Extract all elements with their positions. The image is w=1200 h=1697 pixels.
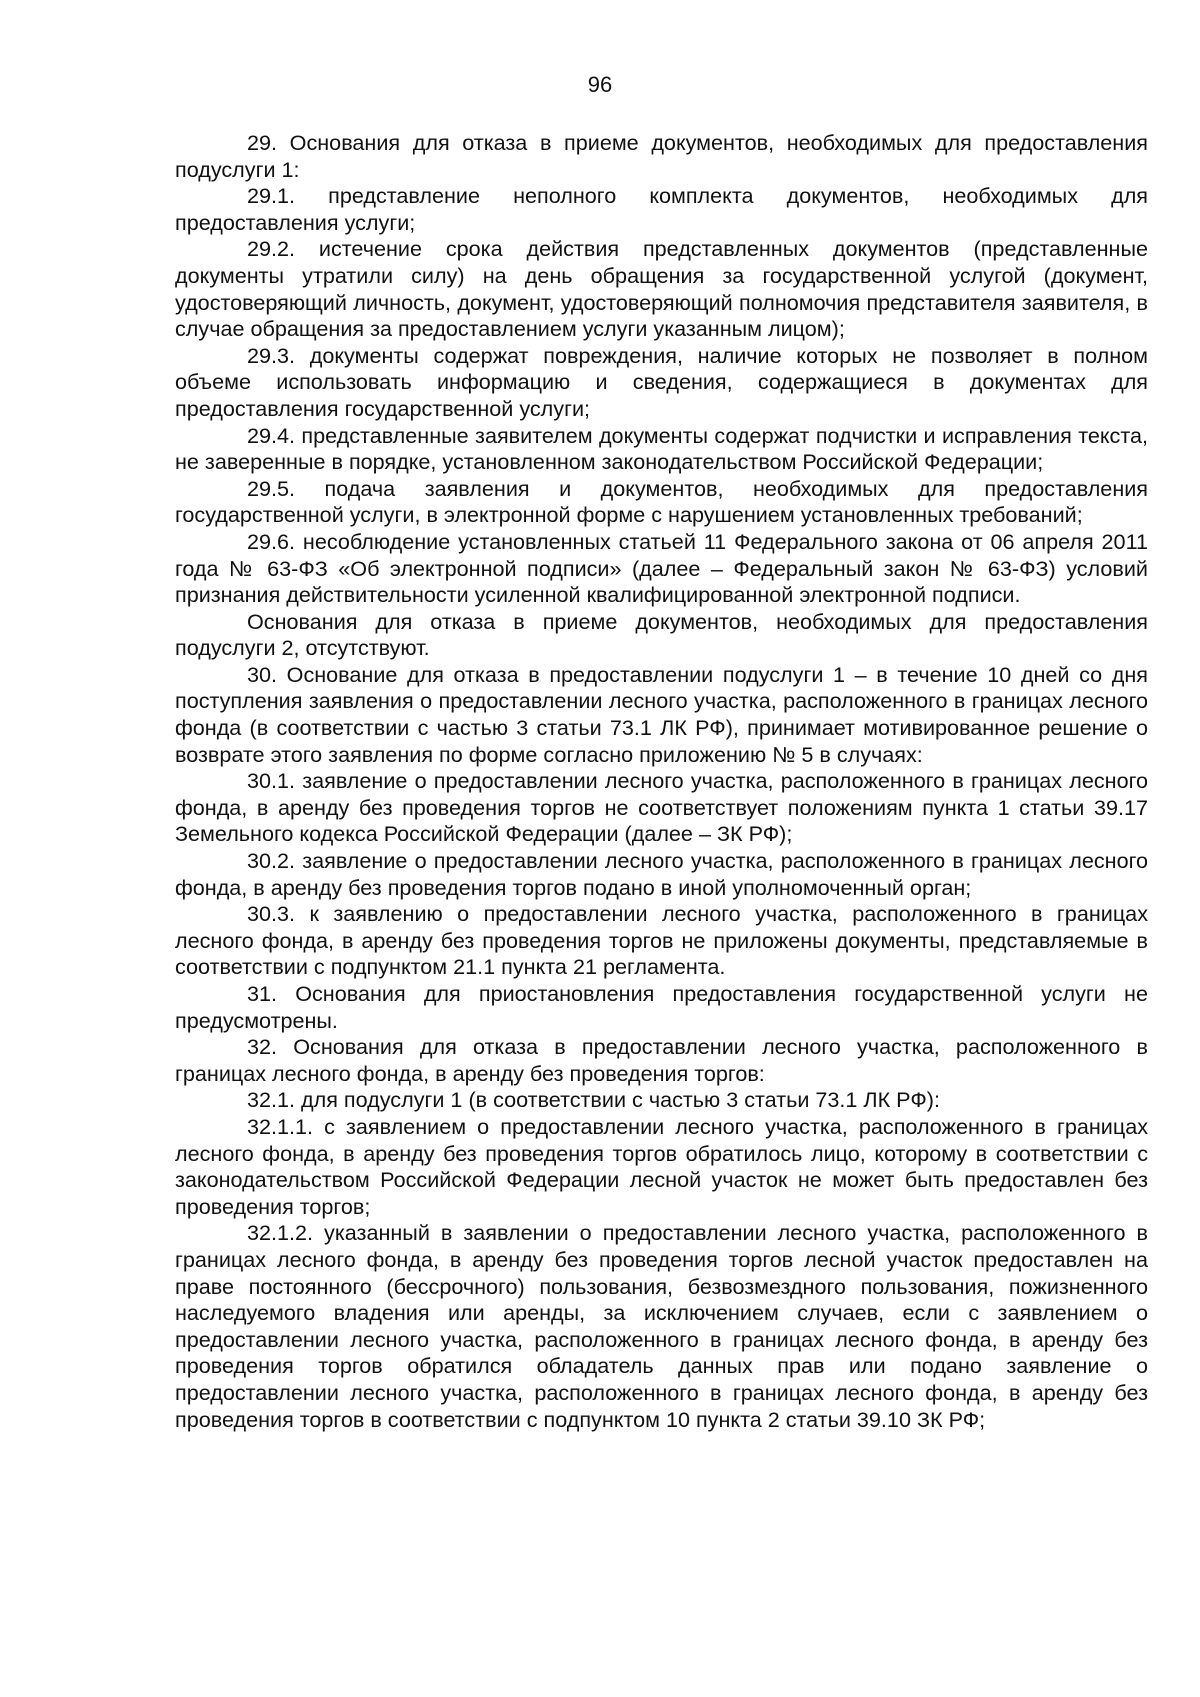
paragraph-32-1: 32.1. для подуслуги 1 (в соответствии с частью 3 статьи 73.1 ЛК РФ): [247,1087,940,1113]
paragraph-32-1-1: 32.1.1. с заявлением о предоставлении лесного участка, расположенного в границах лесного фонда, в аренду без проведения торгов обратилось лицо, которому в соответствии с законодательством Российской Федерации лесной участок не может быть предоставлен без проведения торгов; [175,1113,1148,1219]
paragraph-subservice-2-note: Основания для отказа в приеме документов, необходимых для предоставления подуслуги 2, отсутствуют. [175,608,1148,661]
paragraph-29-5: 29.5. подача заявления и документов, необходимых для предоставления государственной услуги, в электронной форме с нарушением установленных требований; [175,475,1148,528]
page-number: 96 [587,72,613,97]
paragraph-30-2: 30.2. заявление о предоставлении лесного участка, расположенного в границах лесного фонда, в аренду без проведения торгов подано в иной уполномоченный орган; [175,848,1148,900]
paragraph-31: 31. Основания для приостановления предоставления государственной услуги не предусмотрены. [175,981,1148,1033]
paragraph-29-1: 29.1. представление неполного комплекта документов, необходимых для предоставления услуги; [175,183,1148,235]
paragraph-30-3: 30.3. к заявлению о предоставлении лесного участка, расположенного в границах лесного фонда, в аренду без проведения торгов не приложены документы, представляемые в соответствии с подпунктом 21.1 пункта 21 регламента. [175,901,1148,980]
paragraph-30: 30. Основание для отказа в предоставлении подуслуги 1 – в течение 10 дней со дня поступления заявления о предоставлении лесного участка, расположенного в границах лесного фонда (в соответствии с частью 3 статьи 73.1 ЛК РФ), принимает мотивированное решение о возврате этого заявления по форме согласно приложению № 5 в случаях: [175,661,1148,767]
paragraph-29-6: 29.6. несоблюдение установленных статьей 11 Федерального закона от 06 апреля 2011 года № 63-ФЗ «Об электронной подписи» (далее – Федеральный закон № 63-ФЗ) условий признания действительности усиленной квалифицированной электронной подписи. [175,528,1148,608]
paragraph-29-3: 29.3. документы содержат повреждения, наличие которых не позволяет в полном объеме использовать информацию и сведения, содержащиеся в документах для предоставления государственной услуги; [175,342,1148,421]
paragraph-32: 32. Основания для отказа в предоставлении лесного участка, расположенного в границах лесного фонда, в аренду без проведения торгов: [175,1034,1148,1086]
paragraph-29-2: 29.2. истечение срока действия представленных документов (представленные документы утратили силу) на день обращения за государственной услугой (документ, удостоверяющий личность, документ, удостоверяющий полномочия представителя заявителя, в случае обращения за предоставлением услуги указанным лицом); [175,236,1148,342]
document-body [175,130,1148,1433]
paragraph-30-1: 30.1. заявление о предоставлении лесного участка, расположенного в границах лесного фонда, в аренду без проведения торгов не соответствует положениям пункта 1 статьи 39.17 Земельного кодекса Российской Федерации (далее – ЗК РФ); [175,768,1148,847]
paragraph-29: 29. Основания для отказа в приеме документов, необходимых для предоставления подуслуги 1: [175,130,1148,182]
paragraph-32-1-2: 32.1.2. указанный в заявлении о предоставлении лесного участка, расположенного в границах лесного фонда, в аренду без проведения торгов лесной участок предоставлен на праве постоянного (бессрочного) пользования, безвозмездного пользования, пожизненного наследуемого владения или аренды, за исключением случаев, если с заявлением о предоставлении лесного участка, расположенного в границах лесного фонда, в аренду без проведения торгов обратился обладатель данных прав или подано заявление о предоставлении лесного участка, расположенного в границах лесного фонда, в аренду без проведения торгов в соответствии с подпунктом 10 пункта 2 статьи 39.10 ЗК РФ; [175,1220,1148,1432]
paragraph-29-4: 29.4. представленные заявителем документы содержат подчистки и исправления текста, не заверенные в порядке, установленном законодательством Российской Федерации; [175,422,1148,475]
